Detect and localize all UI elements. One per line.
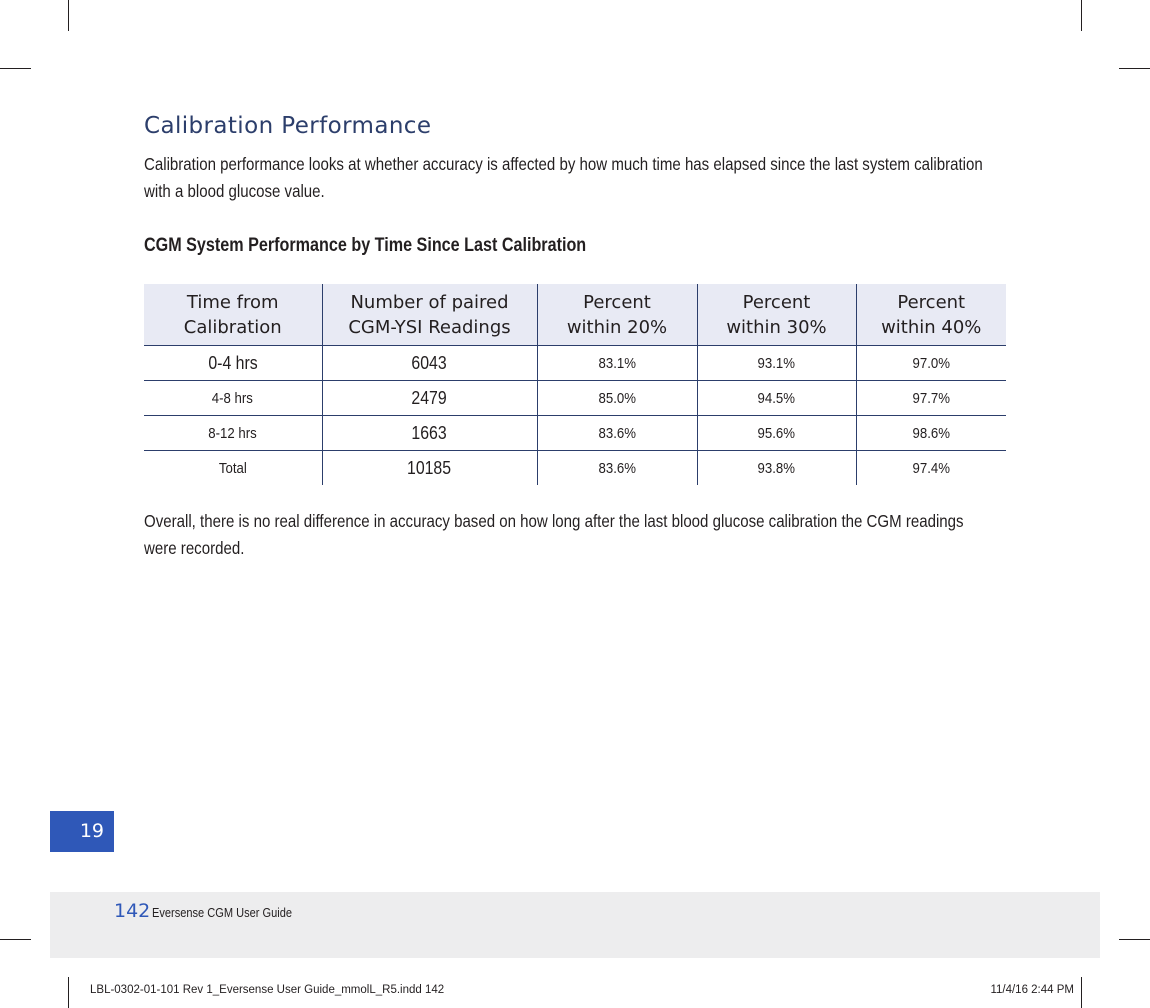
table-cell: 97.4% <box>856 451 1006 486</box>
header-time-from-calibration: Time from Calibration <box>144 284 322 346</box>
crop-mark <box>0 68 31 69</box>
table-cell: 93.8% <box>697 451 856 486</box>
table-cell: 83.6% <box>537 416 697 451</box>
print-slug-file: LBL-0302-01-101 Rev 1_Eversense User Guide_mmolL_R5.indd 142 <box>90 984 445 996</box>
footer-guide-title: Eversense CGM User Guide <box>152 905 293 920</box>
header-within-40: Percent within 40% <box>856 284 1006 346</box>
page-number: 142 <box>114 900 151 922</box>
table-cell: 95.6% <box>697 416 856 451</box>
table-cell: 10185 <box>322 451 537 486</box>
conclusion-paragraph: Overall, there is no real difference in accuracy based on how long after the last blood glucose calibration the CGM readings were recorded. <box>144 511 964 558</box>
table-cell: 0-4 hrs <box>144 346 322 381</box>
table-cell: 2479 <box>322 381 537 416</box>
table-cell: Total <box>218 459 247 477</box>
header-within-20: Percent within 20% <box>537 284 697 346</box>
table-cell: 97.7% <box>856 381 1006 416</box>
section-title: Calibration Performance <box>144 113 432 139</box>
crop-mark <box>1119 939 1150 940</box>
table-cell: 4-8 hrs <box>144 381 322 416</box>
table-cell: 85.0% <box>537 381 697 416</box>
table-row <box>144 381 1006 416</box>
table-cell: 6043 <box>322 346 537 381</box>
table-row <box>144 451 1006 486</box>
table-title: CGM System Performance by Time Since Last Calibration <box>144 235 587 256</box>
table-cell: 83.1% <box>537 346 697 381</box>
table-row <box>144 416 1006 451</box>
performance-table <box>144 284 1006 485</box>
table-cell: 97.0% <box>856 346 1006 381</box>
table-cell: 83.6% <box>537 451 697 486</box>
intro-paragraph: Calibration performance looks at whether accuracy is affected by how much time has elapsed since the last system calibration with a blood glucose value. <box>144 154 983 201</box>
crop-mark <box>1119 68 1150 69</box>
header-paired-readings: Number of paired CGM-YSI Readings <box>322 284 537 346</box>
crop-mark <box>68 0 69 31</box>
table-cell: 8-12 hrs <box>144 416 322 451</box>
print-slug-datetime: 11/4/16 2:44 PM <box>990 984 1074 996</box>
table-cell: 94.5% <box>697 381 856 416</box>
header-within-30: Percent within 30% <box>697 284 856 346</box>
footer-band <box>50 892 1100 958</box>
crop-mark <box>1081 0 1082 31</box>
table-row <box>144 346 1006 381</box>
table-cell: 1663 <box>322 416 537 451</box>
table-header-row <box>144 284 1006 346</box>
chapter-tab: 19 <box>50 811 114 852</box>
table-cell: 93.1% <box>697 346 856 381</box>
crop-mark <box>1081 977 1082 1008</box>
table-cell: 98.6% <box>856 416 1006 451</box>
crop-mark <box>0 939 31 940</box>
crop-mark <box>68 977 69 1008</box>
